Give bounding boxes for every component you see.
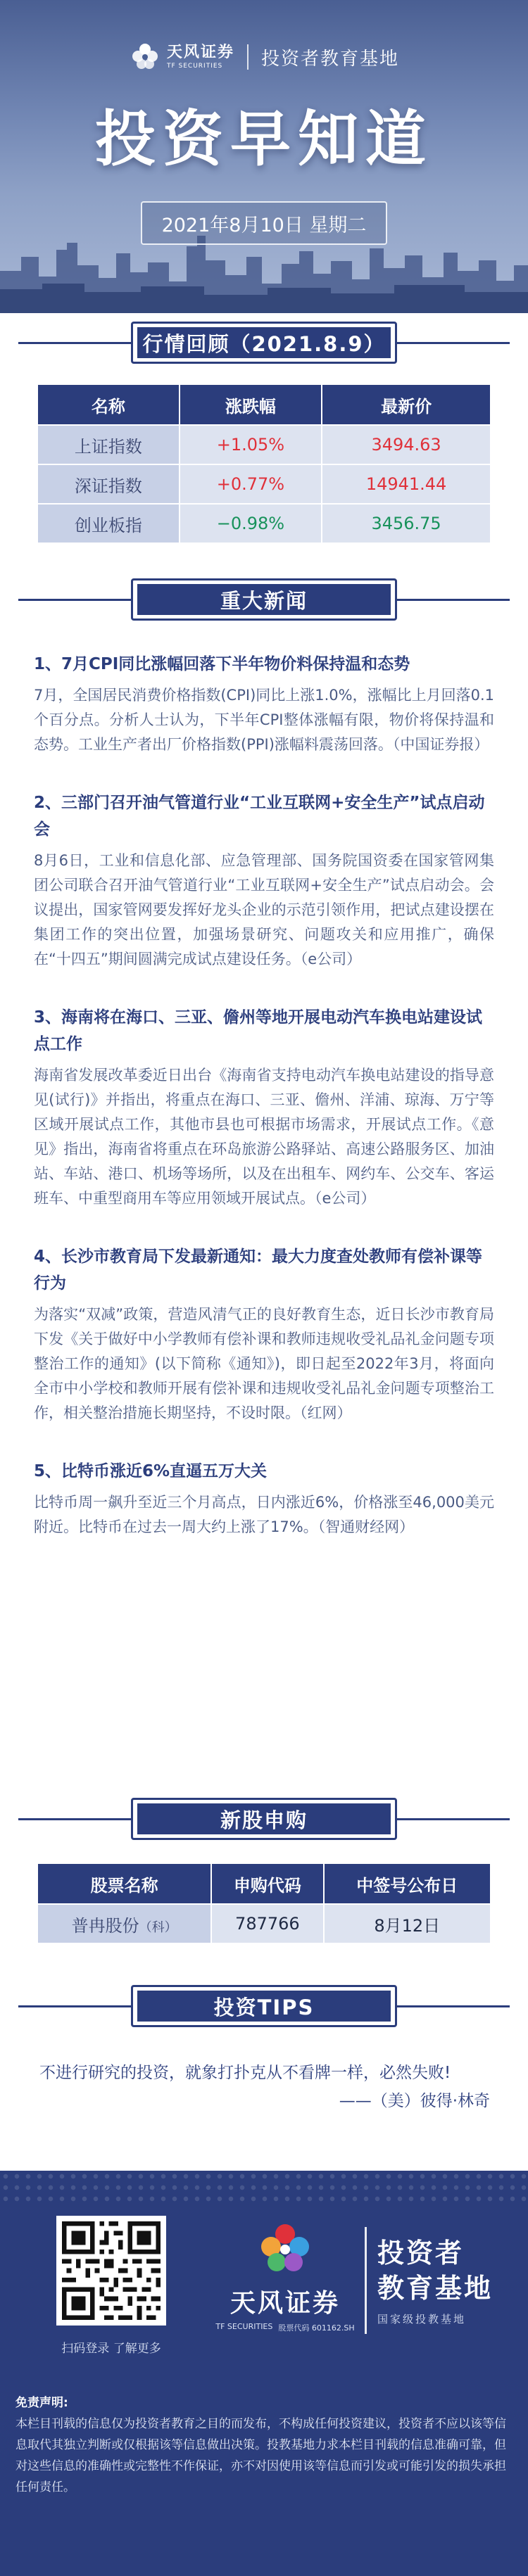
footer-brand-name-en: TF SECURITIES [215, 2322, 273, 2331]
board-tag: （科） [139, 1920, 177, 1935]
news-body: 为落实“双减”政策，营造风清气正的良好教育生态，近日长沙市教育局下发《关于做好中小学教师有偿补课和教师违规收受礼品礼金问题专项整治工作的通知》(以下简称《通知》)，即日起至2022年3月，将面向全市中小学校和教师开展有偿补课和违规收受礼品礼金问题专项整治工作，相关整治措施长期坚持，不设时限。（红网） [34, 1306, 494, 1421]
table-row [37, 464, 491, 504]
news-body: 8月6日，工业和信息化部、应急管理部、国务院国资委在国家管网集团公司联合召开油气管道行业“工业互联网+安全生产”试点启动会。会议提出，国家管网要发挥好龙头企业的示范引领作用，把试点建设摆在集团工作的突出位置，加强场景研究、问题攻关和应用推广，确保在“十四五”期间圆满完成试点建设任务。（e公司） [34, 852, 494, 967]
footer-base-line-1: 投资者 [377, 2238, 465, 2269]
section-title-ipo: 新股申购 [137, 1803, 391, 1834]
tips-author: ——（美）彼得·林奇 [339, 2092, 490, 2110]
heading-rule-right [397, 599, 510, 601]
column-header-name: 名称 [37, 384, 180, 425]
news-body: 海南省发展改革委近日出台《海南省支持电动汽车换电站建设的指导意见(试行)》并指出，将重点在海口、三亚、儋州、洋浦、琼海、万宁等区域开展试点工作，其他市县也可根据市场需求，开展试点工作。《意见》指出，海南省将重点在环岛旅游公路驿站、高速公路服务区、加油站、车站、港口、机场等场所，以及在出租车、网约车、公交车、客运班车、中重型商用车等应用领域开展试点。（e公司） [34, 1067, 494, 1207]
index-price: 3456.75 [322, 504, 491, 543]
qr-code-icon [62, 2221, 161, 2320]
qr-code[interactable] [56, 2216, 166, 2326]
tips-quote-block [39, 2059, 490, 2115]
news-item [34, 1458, 494, 1540]
footer-base-subtitle: 国家级投教基地 [377, 2313, 467, 2326]
heading-rule-right [397, 1818, 510, 1820]
heading-frame [131, 1985, 397, 2027]
lottery-date: 8月12日 [324, 1904, 491, 1943]
disclaimer [15, 2392, 513, 2498]
news-headline: 1、7月CPI同比涨幅回落下半年物价料保持温和态势 [34, 655, 410, 673]
index-price: 3494.63 [322, 425, 491, 464]
news-headline: 4、长沙市教育局下发最新通知：最大力度查处教师有偿补课等行为 [34, 1248, 483, 1293]
header-banner [0, 0, 528, 313]
table-row [37, 425, 491, 464]
stock-name: 普冉股份 [71, 1915, 139, 1936]
heading-frame [131, 578, 397, 621]
news-item [34, 1243, 494, 1426]
section-heading-tips [0, 1985, 528, 2027]
heading-rule-right [397, 342, 510, 344]
heading-frame [131, 1798, 397, 1840]
footer [0, 2171, 528, 2576]
section-heading-news [0, 578, 528, 621]
news-list [34, 651, 494, 1572]
qr-code-caption: 扫码登录 了解更多 [61, 2342, 161, 2356]
heading-frame [131, 322, 397, 364]
footer-divider [365, 2227, 367, 2334]
header-brand [0, 41, 528, 73]
news-item [34, 651, 494, 757]
header-divider [247, 44, 249, 70]
column-header-change: 涨跌幅 [180, 384, 322, 425]
stock-code: 股票代码 601162.SH [278, 2323, 355, 2333]
section-heading-ipo [0, 1798, 528, 1840]
table-row [37, 1904, 491, 1943]
index-price: 14941.44 [322, 464, 491, 504]
news-headline: 3、海南将在海口、三亚、儋州等地开展电动汽车换电站建设试点工作 [34, 1008, 483, 1053]
disclaimer-text: 本栏目刊载的信息仅为投资者教育之目的而发布，不构成任何投资建议，投资者不应以该等信息取代其独立判断或仅根据该等信息做出决策。投教基地力求本栏目刊载的信息准确可靠，但对这些信息的准确性或完整性不作保证，亦不对因使用该等信息而引发或可能引发的损失承担任何责任。 [15, 2417, 506, 2494]
column-header-subscription-code: 申购代码 [211, 1863, 323, 1904]
index-change: +1.05% [180, 425, 322, 464]
tf-flower-logo-icon [129, 41, 161, 73]
table-row [37, 504, 491, 543]
column-header-price: 最新价 [322, 384, 491, 425]
brand-name-en: TF SECURITIES [166, 62, 223, 70]
news-body: 7月，全国居民消费价格指数(CPI)同比上涨1.0%，涨幅比上月回落0.1个百分点。分析人士认为，下半年CPI整体涨幅有限，物价将保持温和态势。工业生产者出厂价格指数(PPI)涨幅料震荡回落。（中国证券报） [34, 687, 495, 753]
heading-rule-right [397, 2005, 510, 2007]
footer-base-line-2: 教育基地 [377, 2273, 494, 2304]
footer-base-title [377, 2235, 493, 2306]
tips-quote: 不进行研究的投资，就象打扑克从不看牌一样，必然失败! [39, 2064, 451, 2082]
section-title-news: 重大新闻 [137, 584, 391, 615]
index-change: +0.77% [180, 464, 322, 504]
page-title: 投资早知道 [95, 104, 433, 175]
investor-education-base-label: 投资者教育基地 [261, 48, 400, 70]
news-item [34, 789, 494, 972]
heading-rule-left [18, 1818, 131, 1820]
subscription-code: 787766 [211, 1904, 323, 1943]
index-name: 创业板指 [37, 504, 180, 543]
market-table-header-row [37, 384, 491, 425]
news-headline: 2、三部门召开油气管道行业“工业互联网+安全生产”试点启动会 [34, 794, 485, 839]
section-heading-market [0, 322, 528, 364]
disclaimer-title: 免责声明: [15, 2396, 68, 2410]
section-title-tips: 投资TIPS [137, 1991, 391, 2022]
footer-brand-sub [215, 2322, 354, 2333]
news-item [34, 1004, 494, 1211]
heading-rule-left [18, 599, 131, 601]
heading-rule-left [18, 342, 131, 344]
column-header-lottery-date: 中签号公布日 [324, 1863, 491, 1904]
column-header-stock-name: 股票名称 [37, 1863, 211, 1904]
brand-logo [129, 41, 234, 73]
index-change: −0.98% [180, 504, 322, 543]
brand-name-cn: 天风证券 [166, 43, 234, 61]
footer-dot-pattern [0, 2171, 528, 2202]
date-badge: 2021年8月10日 星期二 [141, 201, 387, 245]
index-name: 深证指数 [37, 464, 180, 504]
footer-brand-logo [211, 2220, 359, 2333]
market-table [37, 383, 491, 544]
index-name: 上证指数 [37, 425, 180, 464]
heading-rule-left [18, 2005, 131, 2007]
section-title-market: 行情回顾（2021.8.9） [137, 327, 391, 358]
news-body: 比特币周一飙升至近三个月高点，日内涨近6%，价格涨至46,000美元附近。比特币在过去一周大约上涨了17%。（智通财经网） [34, 1494, 494, 1535]
news-headline: 5、比特币涨近6%直逼五万大关 [34, 1462, 268, 1480]
ipo-table [37, 1863, 491, 1944]
footer-brand-name-cn: 天风证券 [230, 2289, 340, 2318]
ipo-table-header-row [37, 1863, 491, 1904]
tf-flower-logo-icon [256, 2220, 315, 2279]
stock-name-cell [37, 1904, 211, 1943]
